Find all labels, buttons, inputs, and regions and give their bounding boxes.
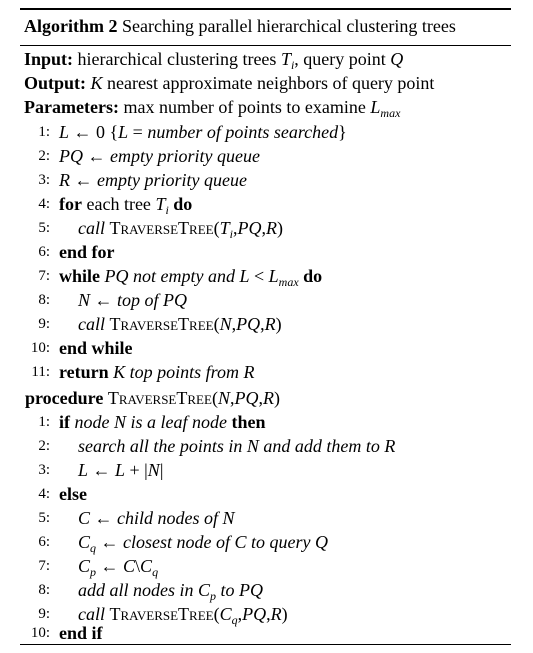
procedure-header: procedure TraverseTree(N,PQ,R) xyxy=(25,388,280,408)
proc-line-2: 2: search all the points in N and add them to R xyxy=(38,436,396,456)
proc-line-9: 9: call $TraverseTree(C_q,PQ,R)$ xyxy=(38,604,288,627)
input-line: Input: hierarchical clustering trees $T_i$, query point Q xyxy=(24,49,404,72)
main-line-3: 3: R ← empty priority queue xyxy=(38,170,247,190)
proc-line-7: 7: $C_p$ ← $C\backslash C_q$ xyxy=(38,556,159,579)
main-line-6: 6: end for xyxy=(38,242,115,262)
main-line-8: 8: N ← top of PQ xyxy=(38,290,188,310)
output-line: Output: K nearest approximate neighbors of query point xyxy=(24,73,435,93)
main-line-11: 11: return K top points from R xyxy=(31,362,255,382)
bottom-rule xyxy=(20,644,511,645)
proc-line-6: 6: $C_q$ ← closest node of C to query Q xyxy=(38,532,328,555)
parameters-line: Parameters: max number of points to examine $L_{max}$ xyxy=(24,97,401,120)
main-line-4: 4: for each tree $T_i$ do xyxy=(38,194,193,217)
main-line-2: 2: PQ ← empty priority queue xyxy=(38,146,260,166)
main-line-10: 10: end while xyxy=(30,338,133,358)
proc-line-3: 3: L ← L + |N| xyxy=(38,460,164,480)
caption-label: Algorithm 2 xyxy=(24,16,118,36)
algorithm-caption xyxy=(20,14,511,38)
top-rule xyxy=(20,8,511,10)
proc-line-10: 10: end if xyxy=(30,623,103,643)
algorithm-box xyxy=(20,8,511,645)
caption-rule xyxy=(20,45,511,46)
proc-line-1: 1: if node N is a leaf node then xyxy=(38,412,266,432)
caption-title: Searching parallel hierarchical clustering trees xyxy=(122,16,456,36)
proc-line-4: 4: else xyxy=(38,484,87,504)
proc-line-8: 8: add all nodes in $C_p$ to PQ xyxy=(38,580,264,603)
main-line-5: 5: call $TraverseTree(T_i,PQ,R)$ xyxy=(38,218,283,241)
main-line-1: 1: L ← 0 {L = number of points searched} xyxy=(38,122,347,142)
main-line-9: 9: call TraverseTree(N,PQ,R) xyxy=(38,314,282,334)
proc-line-5: 5: C ← child nodes of N xyxy=(38,508,235,528)
main-line-7: 7: while PQ not empty and $L < L_{max}$ do xyxy=(38,266,323,289)
